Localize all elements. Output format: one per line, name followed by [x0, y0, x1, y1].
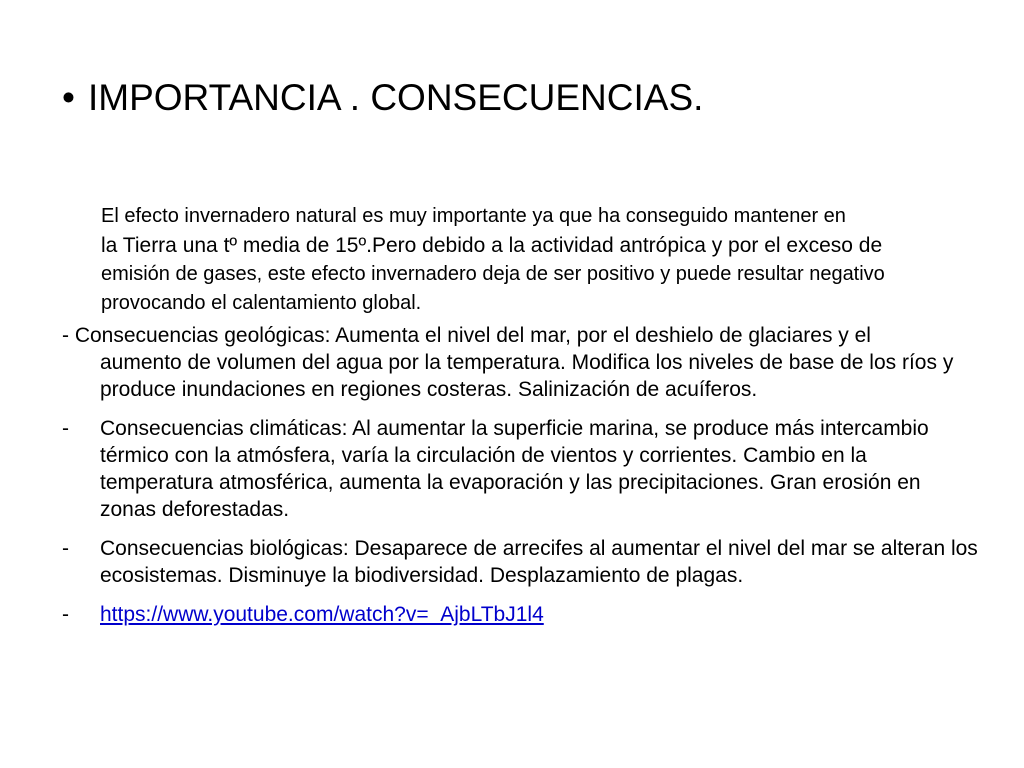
youtube-link[interactable]: https://www.youtube.com/watch?v=_AjbLTbJ1l4	[100, 603, 544, 626]
geologicas-rest: aumento de volumen del agua por la temperatura. Modifica los niveles de base de los ríos y produce inundaciones en regiones costeras. Salinización de acuíferos.	[100, 351, 954, 401]
list-item-link	[62, 601, 982, 628]
list-item-geologicas	[62, 322, 982, 403]
list-item-biologicas	[62, 535, 982, 589]
consequences-list	[62, 322, 982, 640]
intro-line-1: El efecto invernadero natural es muy importante ya que ha conseguido mantener en	[101, 205, 846, 227]
list-dash: -	[62, 603, 69, 626]
title-text: IMPORTANCIA . CONSECUENCIAS.	[88, 77, 704, 118]
intro-rest: emisión de gases, este efecto invernadero deja de ser positivo y puede resultar negativo provocando el calentamiento global.	[101, 263, 885, 314]
climaticas-text: Consecuencias climáticas: Al aumentar la superficie marina, se produce más intercambio térmico con la atmósfera, varía la circulación de vientos y corrientes. Cambio en la temperatura atmosférica, aumenta la evaporación y las precipitaciones. Gran erosión en zonas deforestadas.	[100, 417, 929, 521]
list-item-climaticas	[62, 415, 982, 523]
intro-paragraph	[101, 202, 981, 318]
geologicas-first-line: - Consecuencias geológicas: Aumenta el nivel del mar, por el deshielo de glaciares y el	[62, 324, 871, 347]
biologicas-text: Consecuencias biológicas: Desaparece de arrecifes al aumentar el nivel del mar se alteran los ecosistemas. Disminuye la biodiversidad. Desplazamiento de plagas.	[100, 537, 978, 587]
list-dash: -	[62, 417, 69, 440]
slide-title	[62, 74, 703, 122]
title-bullet: •	[62, 77, 75, 118]
list-dash: -	[62, 537, 69, 560]
intro-line-2: la Tierra una tº media de 15º.Pero debido a la actividad antrópica y por el exceso de	[101, 234, 883, 257]
